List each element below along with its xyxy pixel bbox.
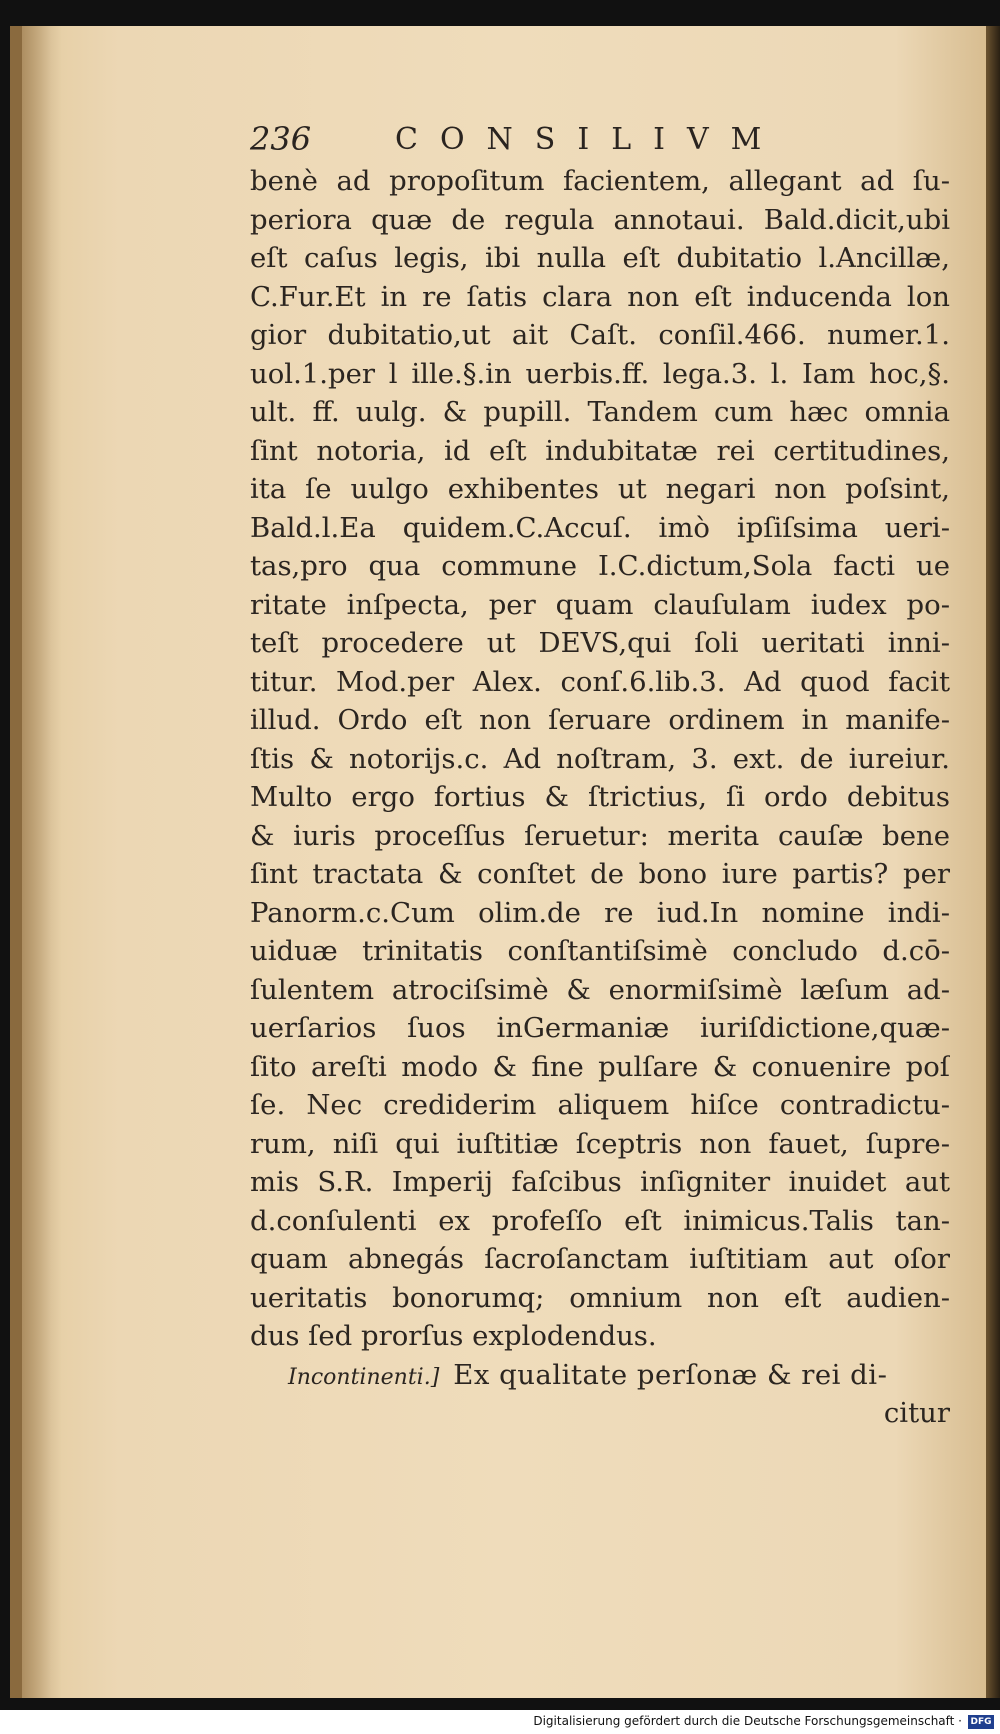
text-line: ult. ff. uulg. & pupill. Tandem cum hæc omnia (250, 396, 950, 428)
text-line: ſtis & notorijs.c. Ad noſtram, 3. ext. de iureiur. (250, 742, 950, 775)
gutter-shadow (22, 26, 62, 1698)
text-line: quam abnegás ſacroſanctam iuſtitiam aut oſor (250, 1243, 950, 1275)
running-title: CONSILIVM (395, 122, 784, 157)
text-line: titur. Mod.per Alex. conſ.6.lib.3. Ad quod facit (250, 665, 950, 698)
paragraph-text: Ex qualitate perſonæ & rei di- (453, 1358, 888, 1391)
text-line: & iuris proceſſus ſeruetur: merita cauſæ bene (250, 819, 950, 852)
text-line: mis S.R. Imperij faſcibus inſigniter inuidet aut (250, 1166, 950, 1198)
text-line: benè ad propoſitum facientem, allegant ad ſu- (250, 165, 950, 197)
text-line: Panorm.c.Cum olim.de re iud.In nomine indi- (250, 896, 950, 929)
text-line: periora quæ de regula annotaui. Bald.dicit,ubi (250, 203, 950, 236)
page-number: 236 (250, 120, 312, 158)
lemma: Incontinenti.] (288, 1364, 440, 1390)
text-line: tas,pro qua commune I.C.dictum,Sola facti ue (250, 550, 950, 582)
text-line: eſt caſus legis, ibi nulla eſt dubitatio l.Ancillæ, (250, 242, 950, 274)
text-line: ſe. Nec crediderim aliquem hiſce contradictu- (250, 1089, 950, 1121)
dfg-logo: DFG (968, 1715, 994, 1729)
text-line: rum, niſi qui iuſtitiæ ſceptris non fauet, ſupre- (250, 1127, 950, 1160)
text-line: ita ſe uulgo exhibentes ut negari non poſsint, (250, 473, 950, 505)
footer-credit: Digitalisierung gefördert durch die Deutsche Forschungsgemeinschaft · (533, 1714, 962, 1728)
text-line: uol.1.per l ille.§.in uerbis.ff. lega.3. l. Iam hoc,§. (250, 357, 950, 390)
text-line: ueritatis bonorumq; omnium non eſt audien- (250, 1281, 950, 1314)
paragraph-start (250, 1356, 950, 1395)
text-line: ſint notoria, id eſt indubitatæ rei certitudines, (250, 434, 950, 467)
text-line: teſt procedere ut DEVS,qui ſoli ueritati inni- (250, 627, 950, 659)
page-edge (986, 26, 1000, 1698)
body-text (250, 162, 950, 1433)
text-line: ſito areſti modo & fine pulſare & conuenire poſ (250, 1050, 950, 1083)
text-line: gior dubitatio,ut ait Caſt. conſil.466. numer.1. (250, 319, 950, 351)
text-line: dus ſed prorſus explodendus. (250, 1320, 657, 1352)
text-line: ſulentem atrociſsimè & enormiſsimè læſum ad- (250, 973, 950, 1006)
text-line: ritate inſpecta, per quam clauſulam iudex po- (250, 588, 950, 621)
text-line: uiduæ trinitatis conſtantiſsimè concludo d.cō- (250, 935, 950, 967)
text-line: illud. Ordo eſt non ſeruare ordinem in manife- (250, 704, 950, 736)
text-line: d.conſulenti ex profeſſo eſt inimicus.Talis tan- (250, 1204, 950, 1237)
text-line: Multo ergo fortius & ſtrictius, ſi ordo debitus (250, 781, 950, 813)
text-line: C.Fur.Et in re ſatis clara non eſt inducenda lon (250, 280, 950, 313)
catchword: citur (883, 1397, 950, 1429)
digitization-footer (0, 1710, 1000, 1734)
text-line: ſint tractata & conſtet de bono iure partis? per (250, 858, 950, 890)
text-line: uerſarios ſuos inGermaniæ iuriſdictione,quæ- (250, 1012, 950, 1044)
text-line: Bald.l.Ea quidem.C.Accuſ. imò ipſiſsima ueri- (250, 511, 950, 544)
